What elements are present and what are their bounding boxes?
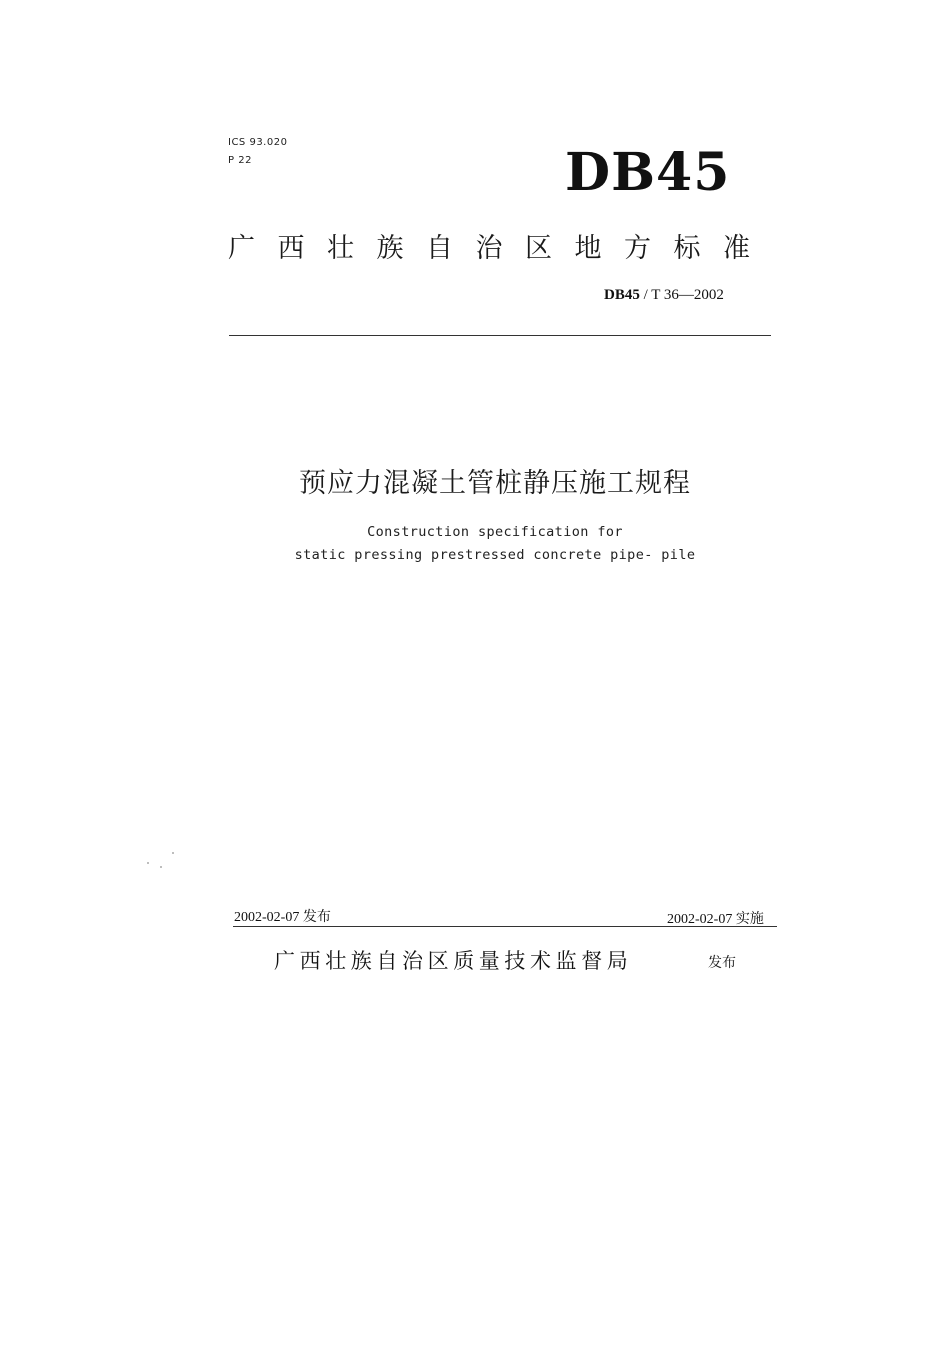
scan-speck — [172, 852, 174, 854]
standard-number-prefix: DB45 — [604, 287, 640, 303]
standard-type: 广西壮族自治区地方标准 — [228, 233, 773, 264]
issue-date: 2002-02-07 发布 — [234, 910, 331, 925]
issuing-authority: 广西壮族自治区质量技术监督局 — [274, 949, 633, 973]
title-english-line2: static pressing prestressed concrete pipe- pile — [294, 547, 696, 563]
db-logo: DB45 — [565, 142, 731, 203]
scan-speck — [147, 862, 149, 864]
title-english-line1: Construction specification for — [367, 524, 623, 540]
standard-number — [604, 287, 724, 304]
implementation-date: 2002-02-07 实施 — [667, 912, 764, 927]
standard-number-suffix: / T 36—2002 — [639, 287, 724, 303]
scan-speck — [160, 866, 162, 868]
title-chinese: 预应力混凝土管桩静压施工规程 — [299, 468, 691, 499]
ics-code: ICS 93.020 — [228, 137, 288, 148]
bottom-divider — [233, 926, 777, 927]
top-divider — [229, 335, 771, 336]
ccs-code: P 22 — [228, 155, 252, 166]
publish-label: 发布 — [708, 955, 736, 971]
